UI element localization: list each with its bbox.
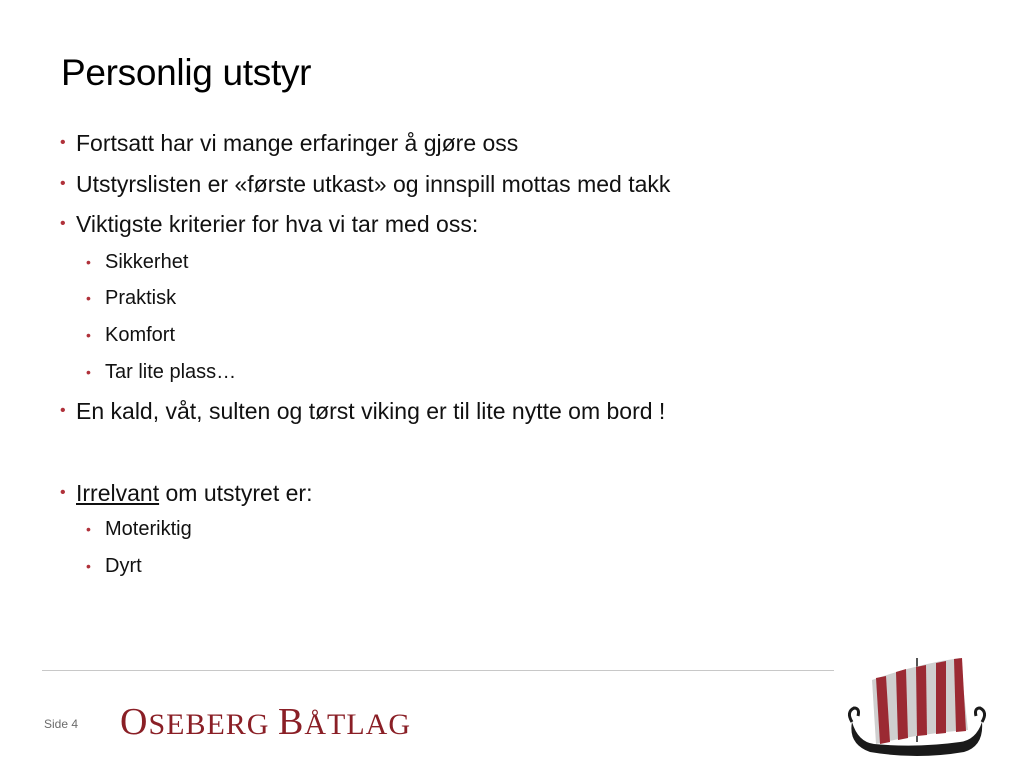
bullet-dot-icon: • — [86, 254, 91, 270]
sub-bullet-text: Praktisk — [105, 287, 177, 309]
bullet-text: Utstyrslisten er «første utkast» og innspill mottas med takk — [76, 171, 671, 197]
underlined-word: Irrelvant — [76, 480, 160, 506]
sub-bullet-text: Komfort — [105, 324, 176, 346]
viking-ship-icon — [842, 652, 992, 762]
bullet-text: En kald, våt, sulten og tørst viking er til lite nytte om bord ! — [76, 398, 666, 424]
sub-bullet-text: Moteriktig — [105, 518, 192, 540]
bullet-dot-icon: • — [86, 364, 91, 380]
bullet-dot-icon: • — [86, 558, 91, 574]
bullet-text: Viktigste kriterier for hva vi tar med oss: — [76, 211, 479, 237]
bullet-dot-icon: • — [60, 402, 66, 419]
bullet-dot-icon: • — [86, 290, 91, 306]
bullet-dot-icon: • — [60, 484, 66, 501]
bullet-dot-icon: • — [60, 215, 66, 232]
bullet-dot-icon: • — [60, 134, 66, 151]
bullet-text-rest: om utstyret er: — [159, 480, 313, 506]
bullet-dot-icon: • — [60, 175, 66, 192]
bullet-dot-icon: • — [86, 521, 91, 537]
bullet-dot-icon: • — [86, 327, 91, 343]
page-number: Side 4 — [44, 717, 79, 731]
sub-bullet-text: Dyrt — [105, 555, 142, 577]
sub-bullet-text: Tar lite plass… — [105, 361, 237, 383]
bullet-text — [76, 480, 312, 507]
brand-wordmark: OSEBERG BÅTLAG — [120, 701, 411, 743]
bullet-text: Fortsatt har vi mange erfaringer å gjøre oss — [76, 130, 519, 156]
sub-bullet-text: Sikkerhet — [105, 251, 189, 273]
slide-title: Personlig utstyr — [61, 52, 312, 93]
footer-divider — [42, 670, 834, 671]
